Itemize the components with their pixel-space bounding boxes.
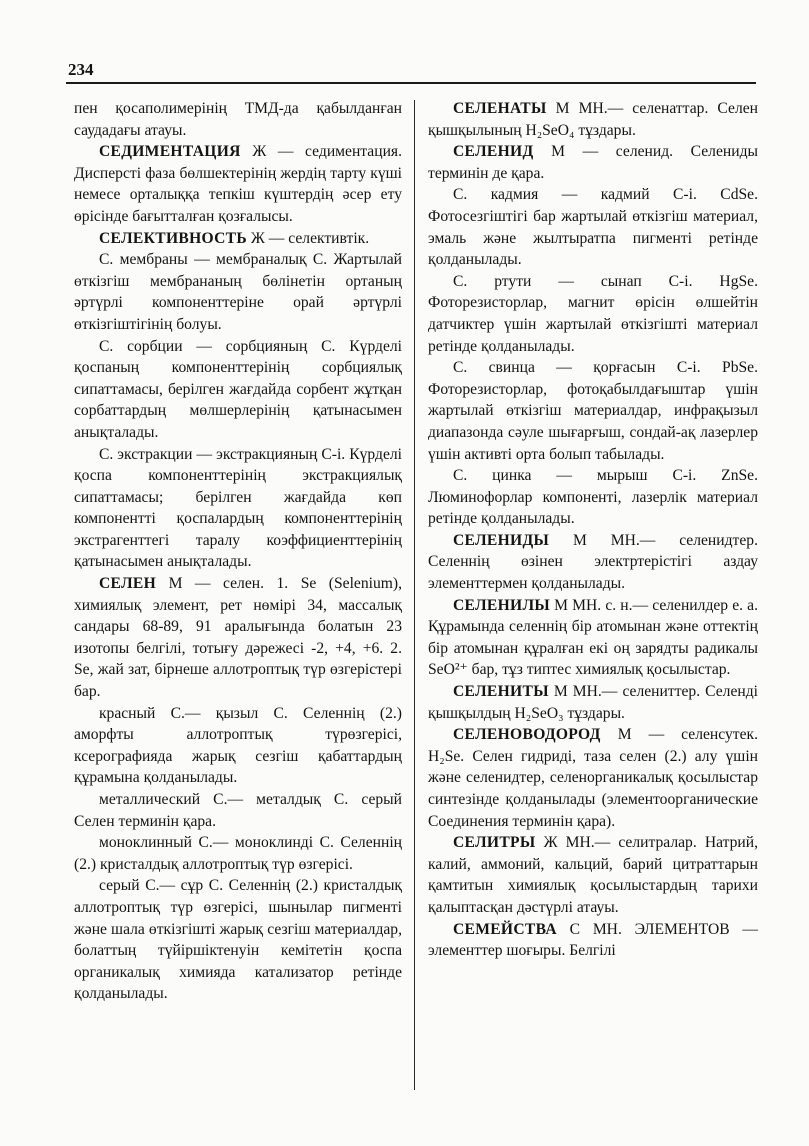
entry-text: С. свинца — қорғасын С-і. PbSe. Фоторезисторлар, фотоқабылдағыштар үшін жартылай өткізгіш материалдар, инфрақызыл диапазонда сәуле шығарғыш, сондай-ақ лазерлер үшін активті орта болып табылады. (428, 359, 758, 463)
dictionary-entry (428, 919, 758, 962)
entry-headword: СЕДИМЕНТАЦИЯ (98, 143, 241, 161)
entry-text: Ж — селективтік. (247, 229, 370, 247)
entry-text: С. мембраны — мембраналық С. Жартылай өткізгіш мембрананың бөлінетін ортаның әртүрлі компоненттеріне орай әртүрлі өткізгіштігінің болуы. (74, 251, 402, 333)
entry-text: С. цинка — мырыш С-і. ZnSe. Люминофорлар компоненті, лазерлік материал ретінде қолданылады. (428, 467, 758, 528)
dictionary-entry (428, 357, 758, 465)
dictionary-entry (74, 141, 402, 227)
entry-text: М — селен. 1. Se (Selenium), химиялық элемент, рет нөмірі 34, массалық сандары 68-89, 91 аралығында болатын 23 изотопы белгілі, тотығу дәрежесі -2, +4, +6. 2. Se, жай зат, бірнеше аллотроптық түр өзгерістері бар. (74, 575, 402, 701)
entry-headword: СЕМЕЙСТВА (452, 920, 557, 938)
entry-headword: СЕЛЕНИД (452, 143, 534, 161)
column-divider (414, 100, 415, 1090)
dictionary-entry (428, 530, 758, 595)
dictionary-entry (428, 724, 758, 832)
dictionary-entry (74, 703, 402, 789)
page-number: 234 (68, 60, 94, 79)
entry-text: М МН.— селениттер. Селенді қышқылдың H₂SeO₃ тұздары. (428, 683, 758, 722)
entry-text: Ж МН.— селитралар. Натрий, калий, аммоний, кальций, барий цитраттарын қамтитын химиялық қосылыстардың тарихи қалыптасқан дәстүрлі атауы. (428, 834, 758, 916)
dictionary-entry (74, 336, 402, 444)
entry-headword: СЕЛЕНИТЫ (452, 683, 549, 701)
dictionary-entry (74, 832, 402, 875)
dictionary-entry (74, 249, 402, 335)
entry-text: металлический С.— металдық С. серый Селен терминін қара. (74, 791, 402, 830)
entry-text: С. кадмия — кадмий С-і. CdSe. Фотосезгіштігі бар жартылай өткізгіш материал, эмаль және жылтыратпа пигменті ретінде қолданылады. (428, 186, 758, 269)
header-rule (66, 82, 756, 84)
dictionary-entry (428, 832, 758, 918)
entry-headword: СЕЛЕКТИВНОСТЬ (98, 229, 247, 247)
entry-text: М — селенид. Селениды терминін де қара. (428, 143, 758, 182)
entry-text: Ж — седиментация. Дисперсті фаза бөлшектерінің жердің тарту күші немесе орталыққа тепкіш күштердің әсер ету өрісінде бағытталған қозғалысы. (74, 143, 402, 225)
entry-text: пен қосаполимерінің ТМД-да қабылданған саудадағы атауы. (74, 100, 402, 139)
entry-text: М МН.— селенаттар. Селен қышқылының H₂SeO₄ тұздары. (428, 100, 758, 139)
dictionary-entry (428, 98, 758, 141)
entry-headword: СЕЛЕНИДЫ (452, 531, 550, 549)
entry-text: М МН. с. н.— селенилдер е. а. Құрамында селеннің бір атомынан және оттектің бір атомынан құралған екі оң зарядты радикалы SeO²⁺ бар, тұз типтес химиялық қосылыстар. (428, 596, 758, 679)
entry-text: М МН.— селенидтер. Селеннің өзінен электртерістігі аздау элементтермен қолданылады. (428, 531, 758, 593)
entry-text: С. экстракции — экстракцияның С-і. Күрделі қоспа компоненттерінің экстракциялық сипаттамасы; берілген жағдайда көп компонентті қоспалардың компоненттерінің экстрагенттегі таралу коэффициенттерінің қатынасымен анықталады. (74, 445, 402, 571)
entry-text: С. ртути — сынап С-і. HgSe. Фоторезисторлар, магнит өрісін өлшейтін датчиктер үшін жартылай өткізгішті материал ретінде қолданылады. (428, 272, 758, 355)
dictionary-entry (428, 141, 758, 184)
dictionary-entry (74, 228, 402, 250)
dictionary-entry (428, 681, 758, 724)
right-column (428, 98, 758, 962)
dictionary-entry (428, 184, 758, 270)
dictionary-entry (74, 98, 402, 141)
entry-headword: СЕЛЕНИЛЫ (452, 596, 551, 614)
dictionary-entry (428, 271, 758, 357)
dictionary-entry (428, 595, 758, 681)
left-column (74, 98, 402, 1005)
entry-text: С МН. ЭЛЕМЕНТОВ — элементтер шоғыры. Белгілі (428, 920, 758, 960)
entry-headword: СЕЛЕНОВОДОРОД (452, 726, 601, 744)
dictionary-entry (74, 573, 402, 703)
entry-headword: СЕЛЕНАТЫ (452, 100, 547, 117)
entry-text: С. сорбции — сорбцияның С. Күрделі қоспаның компоненттерінің сорбциялық сипаттамасы, берілген жағдайда сорбент жұтқан сорбаттардың мөлшерлерінің қатынасымен анықталады. (74, 337, 402, 441)
entry-text: красный С.— қызыл С. Селеннің (2.) аморфты аллотроптық түрөзгерісі, ксерографияда жарық сезгіш қабаттардың құрамына қолданылады. (74, 704, 402, 787)
entry-text: М — селенсутек. H₂Se. Селен гидриді, таза селен (2.) алу үшін және селенидтер, селенорганикалық қосылыстар синтезінде қолданылады (элементоорганические Соединения терминін қара). (428, 726, 758, 830)
dictionary-entry (74, 875, 402, 1005)
entry-headword: СЕЛИТРЫ (452, 834, 536, 852)
entry-text: серый С.— сұр С. Селеннің (2.) кристалдық аллотроптық түр өзгерісі, шынылар пигменті және шала өткізгішті жарық сезгіш материалдар, болаттың түйіршіктенуін кемітетін қоспа органикалық химияда катализатор ретінде қолданылады. (74, 877, 402, 1003)
dictionary-entry (74, 789, 402, 832)
dictionary-entry (428, 465, 758, 530)
entry-text: моноклинный С.— моноклинді С. Селеннің (2.) кристалдық аллотроптық түр өзгерісі. (74, 834, 402, 873)
dictionary-entry (74, 444, 402, 574)
entry-headword: СЕЛЕН (98, 575, 157, 593)
